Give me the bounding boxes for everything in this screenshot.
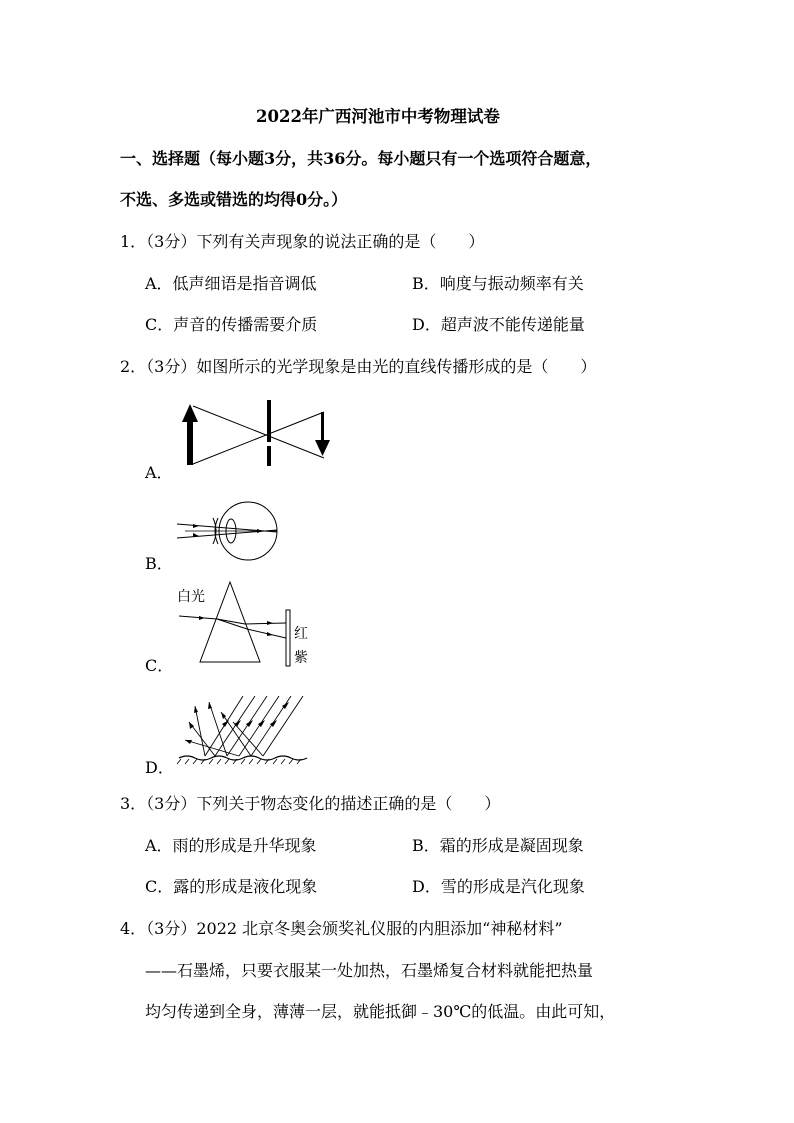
- question-1-option-a: A．低声细语是指音调低: [145, 274, 317, 293]
- figure-c-red-label: 红: [294, 626, 308, 642]
- question-3-option-d: D．雪的形成是汽化现象: [412, 877, 585, 896]
- question-4-line-1: 4．（3分）2022 北京冬奥会颁奖礼仪服的内胆添加“神秘材料”: [120, 919, 563, 938]
- question-1-stem: 1．（3分）下列有关声现象的说法正确的是（ ）: [120, 232, 485, 251]
- question-2-label-d: D．: [145, 758, 174, 777]
- page-title: 2022年广西河池市中考物理试卷: [256, 107, 500, 126]
- question-2-label-b: B．: [145, 554, 173, 573]
- question-1-option-d: D．超声波不能传递能量: [412, 315, 585, 334]
- question-2-label-c: C．: [145, 656, 174, 675]
- question-3-stem: 3．（3分）下列关于物态变化的描述正确的是（ ）: [120, 794, 501, 813]
- question-1-option-b: B．响度与振动频率有关: [412, 274, 584, 293]
- question-3-option-c: C．露的形成是液化现象: [145, 877, 318, 896]
- question-2-label-a: A．: [145, 463, 173, 482]
- question-1-option-c: C．声音的传播需要介质: [145, 315, 318, 334]
- figure-b-eye-correction: [175, 500, 285, 562]
- figure-c-prism-dispersion: [175, 578, 295, 668]
- question-3-option-a: A．雨的形成是升华现象: [145, 836, 317, 855]
- figure-a-pinhole-imaging: [175, 398, 340, 468]
- section-heading-line-1: 一、选择题（每小题3分，共36分。每小题只有一个选项符合题意，: [120, 149, 602, 168]
- figure-c-white-light-label: 白光: [177, 589, 205, 605]
- figure-c-purple-label: 紫: [294, 650, 308, 666]
- question-4-line-3: 均匀传递到全身，薄薄一层，就能抵御﹣30℃的低温。由此可知，: [145, 1002, 616, 1021]
- question-2-stem: 2．（3分）如图所示的光学现象是由光的直线传播形成的是（ ）: [120, 357, 597, 376]
- question-4-line-2: ——石墨烯，只要衣服某一处加热，石墨烯复合材料就能把热量: [145, 961, 594, 980]
- question-3-option-b: B．霜的形成是凝固现象: [412, 836, 584, 855]
- section-heading-line-2: 不选、多选或错选的均得0分。）: [120, 190, 348, 209]
- figure-d-diffuse-reflection: [175, 692, 310, 767]
